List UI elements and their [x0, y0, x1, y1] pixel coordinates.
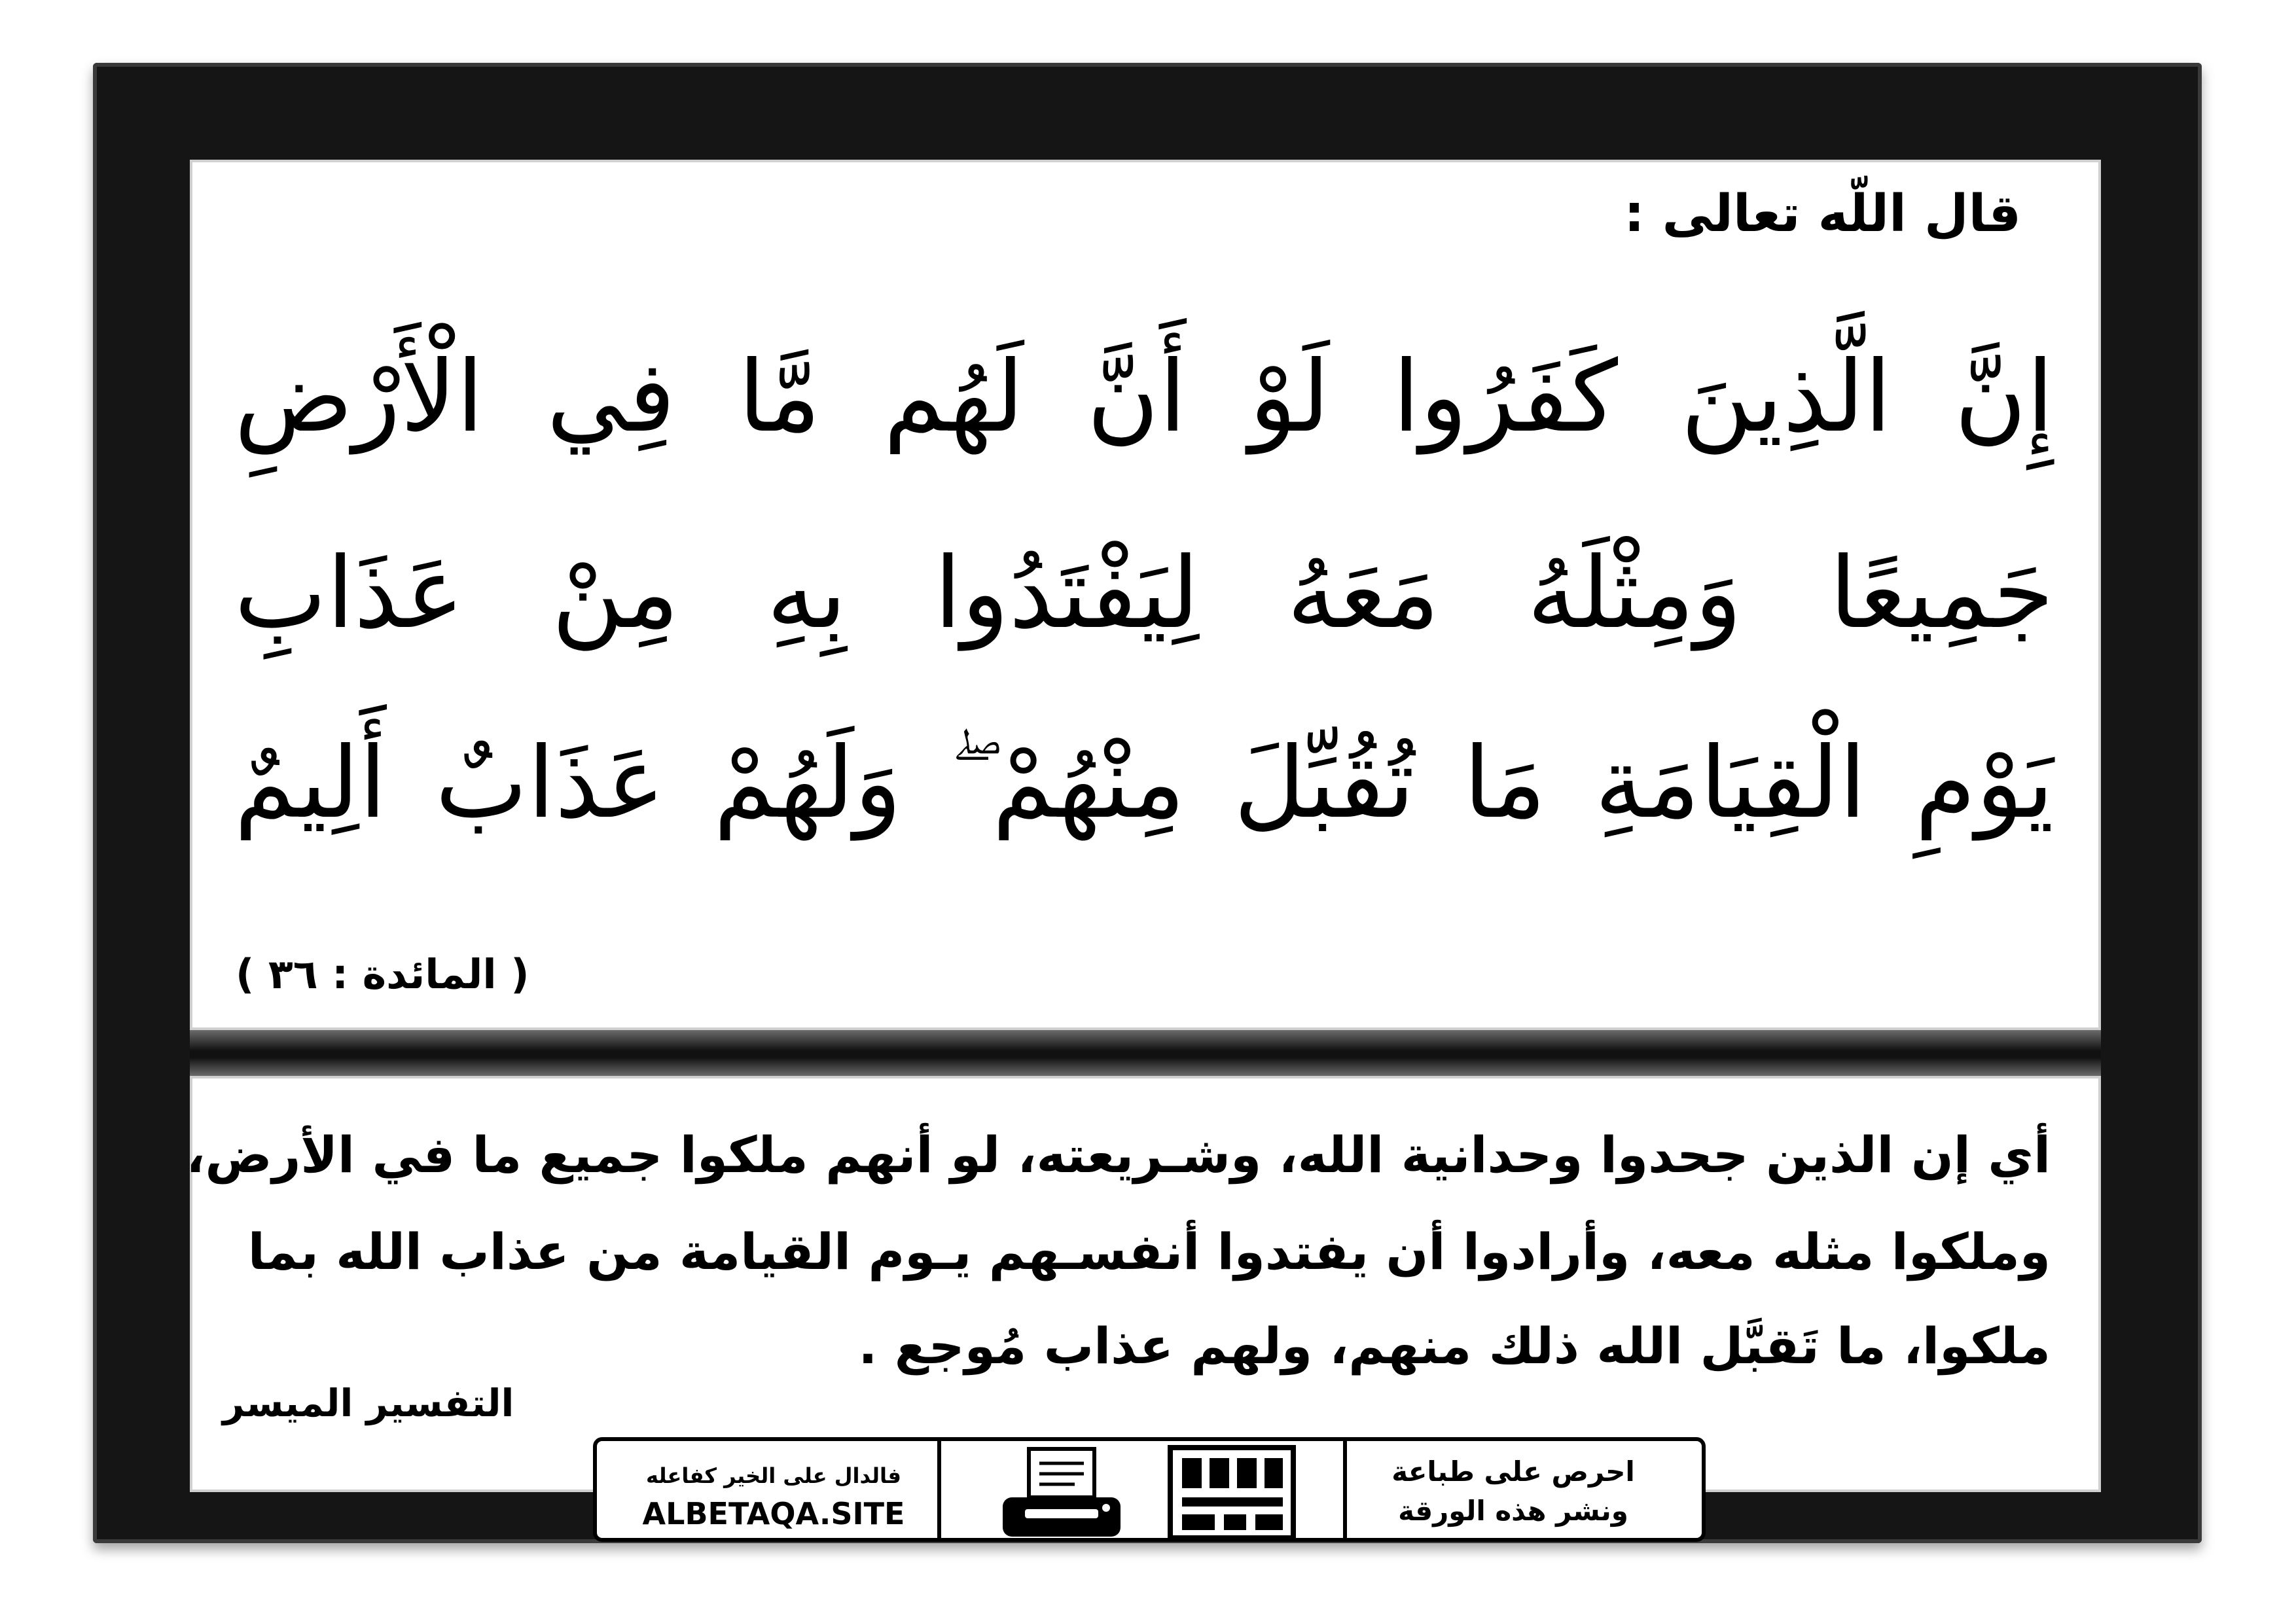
- tafsir-source: التفسير الميسر: [223, 1381, 514, 1425]
- verse-citation: ( المائدة : ٣٦ ): [236, 950, 529, 998]
- footer-print-note-2: ونشر هذه الورقة: [1398, 1495, 1628, 1527]
- footer-tagline: فالدال على الخير كفاعله: [646, 1463, 901, 1488]
- tafsir-line-3: ملكوا، ما تَقبَّل الله ذلك منهم، ولهم عذاب مُوجع .: [858, 1317, 2051, 1375]
- printer-icon: [996, 1445, 1127, 1542]
- verse-line-1: إِنَّ الَّذِينَ كَفَرُوا لَوْ أَنَّ لَهُم مَّا فِي الْأَرْضِ: [234, 340, 2054, 454]
- footer-print-note-1: احرص على طباعة: [1391, 1455, 1635, 1488]
- verse-line-2: جَمِيعًا وَمِثْلَهُ مَعَهُ لِيَفْتَدُوا بِهِ مِنْ عَذَابِ: [234, 537, 2054, 651]
- tafsir-line-1: أي إن الذين جحدوا وحدانية الله، وشـريعته، لو أنهم ملكوا جميع ما في الأرض،: [186, 1126, 2051, 1184]
- tafsir-line-2: وملكوا مثله معه، وأرادوا أن يفتدوا أنفسـهم يـوم القيامة من عذاب الله بما: [247, 1222, 2051, 1281]
- verse-line-3: يَوْمِ الْقِيَامَةِ مَا تُقُبِّلَ مِنْهُمْ ۖ وَلَهُمْ عَذَابٌ أَلِيمٌ: [234, 726, 2054, 840]
- footer-separator: [1343, 1441, 1347, 1538]
- footer-site-link[interactable]: ALBETAQA.SITE: [642, 1496, 905, 1531]
- footer-separator: [937, 1441, 941, 1538]
- heading: قال اللّه تعالى :: [1624, 185, 2021, 243]
- footer-banner: [593, 1437, 1706, 1542]
- brand-logo: [1166, 1444, 1297, 1542]
- divider-bar: [190, 1030, 2101, 1076]
